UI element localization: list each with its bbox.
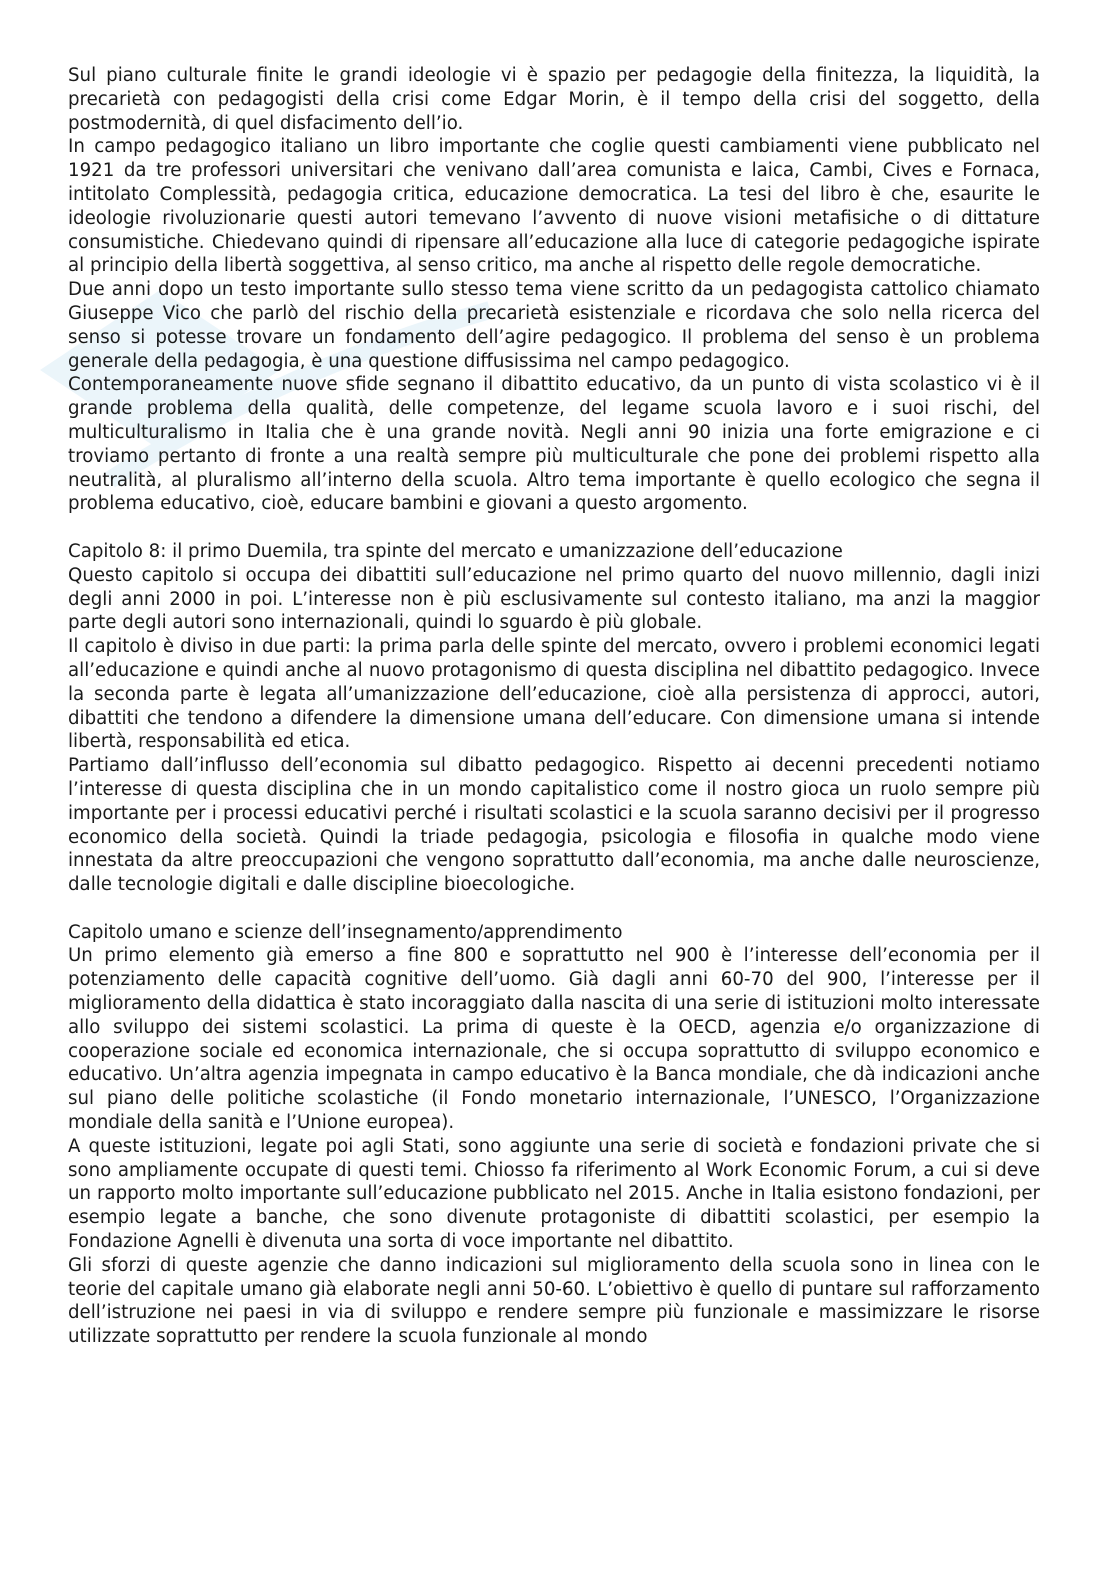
section-heading: Capitolo umano e scienze dell’insegnamento/apprendimento — [68, 921, 623, 943]
paragraph: Sul piano culturale finite le grandi ideologie vi è spazio per pedagogie della finitezza, la liquidità, la precarietà con pedagogisti della crisi come Edgar Morin, è il tempo della crisi del soggetto, della postmodernità, di quel disfacimento dell’io. — [68, 65, 1040, 134]
paragraph: A queste istituzioni, legate poi agli Stati, sono aggiunte una serie di società e fondazioni private che si sono ampliamente occupate di questi temi. Chiosso fa riferimento al Work Economic Forum, a cui si deve un rapporto molto importante sull’educazione pubblicato nel 2015. Anche in Italia esistono fondazioni, per esempio legate a banche, che sono divenute protagoniste di dibattiti scolastici, per esempio la Fondazione Agnelli è divenuta una sorta di voce importante nel dibattito. — [68, 1135, 1040, 1253]
document-page — [68, 64, 1040, 1349]
paragraph: Contemporaneamente nuove sfide segnano il dibattito educativo, da un punto di vista scolastico vi è il grande problema della qualità, delle competenze, del legame scuola lavoro e i suoi rischi, del multiculturalismo in Italia che è una grande novità. Negli anni 90 inizia una forte emigrazione e ci troviamo pertanto di fronte a una realtà sempre più multiculturale che pone dei problemi rispetto alla neutralità, al pluralismo all’interno della scuola. Altro tema importante è quello ecologico che segna il problema educativo, cioè, educare bambini e giovani a questo argomento. — [68, 374, 1040, 515]
paragraph: Il capitolo è diviso in due parti: la prima parla delle spinte del mercato, ovvero i problemi economici legati all’educazione e quindi anche al nuovo protagonismo di questa disciplina nel dibattito pedagogico. Invece la seconda parte è legata all’umanizzazione dell’educazione, cioè alla persistenza di approcci, autori, dibattiti che tendono a difendere la dimensione umana dell’educare. Con dimensione umana si intende libertà, responsabilità ed etica. — [68, 636, 1040, 753]
paragraph: Questo capitolo si occupa dei dibattiti sull’educazione nel primo quarto del nuovo millennio, dagli inizi degli anni 2000 in poi. L’interesse non è più esclusivamente sul contesto italiano, ma anzi la maggior parte degli autori sono internazionali, quindi lo sguardo è più globale. — [68, 564, 1040, 634]
paragraph: Due anni dopo un testo importante sullo stesso tema viene scritto da un pedagogista cattolico chiamato Giuseppe Vico che parlò del rischio della precarietà esistenziale e ricordava che solo nella ricerca del senso si potesse trovare un fondamento dell’agire pedagogico. Il problema del senso è un problema generale della pedagogia, è una questione diffusissima nel campo pedagogico. — [68, 279, 1040, 372]
paragraph: Partiamo dall’influsso dell’economia sul dibatto pedagogico. Rispetto ai decenni precedenti notiamo l’interesse di questa disciplina che in un mondo capitalistico come il nostro gioca un ruolo sempre più importante per i processi educativi perché i risultati scolastici e la scuola saranno decisivi per il progresso economico della società. Quindi la triade pedagogia, psicologia e filosofia in qualche modo viene innestata da altre preoccupazioni che vengono soprattutto dall’economia, ma anche dalle neuroscienze, dalle tecnologie digitali e dalle discipline bioecologiche. — [68, 755, 1040, 896]
paragraph: In campo pedagogico italiano un libro importante che coglie questi cambiamenti viene pubblicato nel 1921 da tre professori universitari che venivano dall’area comunista e laica, Cambi, Cives e Fornaca, intitolato Complessità, pedagogia critica, educazione democratica. La tesi del libro è che, esaurite le ideologie rivoluzionarie questi autori temevano l’avvento di nuove visioni metafisiche o di dittature consumistiche. Chiedevano quindi di ripensare all’educazione alla luce di categorie pedagogiche ispirate al principio della libertà soggettiva, al senso critico, ma anche al rispetto delle regole democratiche. — [68, 136, 1040, 277]
paragraph: Gli sforzi di queste agenzie che danno indicazioni sul miglioramento della scuola sono in linea con le teorie del capitale umano già elaborate negli anni 50-60. L’obiettivo è quello di puntare sul rafforzamento dell’istruzione nei paesi in via di sviluppo e rendere sempre più funzionale e massimizzare le risorse utilizzate soprattutto per rendere la scuola funzionale al mondo — [68, 1254, 1040, 1348]
paragraph: Un primo elemento già emerso a fine 800 e soprattutto nel 900 è l’interesse dell’economia per il potenziamento delle capacità cognitive dell’uomo. Già dagli anni 60-70 del 900, l’interesse per il miglioramento della didattica è stato incoraggiato dalla nascita di una serie di istituzioni molto interessate allo sviluppo dei sistemi scolastici. La prima di queste è la OECD, agenzia e/o organizzazione di cooperazione sociale ed economica internazionale, che si occupa soprattutto di sviluppo economico e educativo. Un’altra agenzia impegnata in campo educativo è la Banca mondiale, che dà indicazioni anche sul piano delle politiche scolastiche (il Fondo monetario internazionale, l’UNESCO, l’Organizzazione mondiale della sanità e l’Unione europea). — [68, 945, 1040, 1134]
spacer — [68, 516, 1040, 540]
spacer — [68, 897, 1040, 921]
chapter-heading: Capitolo 8: il primo Duemila, tra spinte del mercato e umanizzazione dell’educazione — [68, 540, 843, 562]
